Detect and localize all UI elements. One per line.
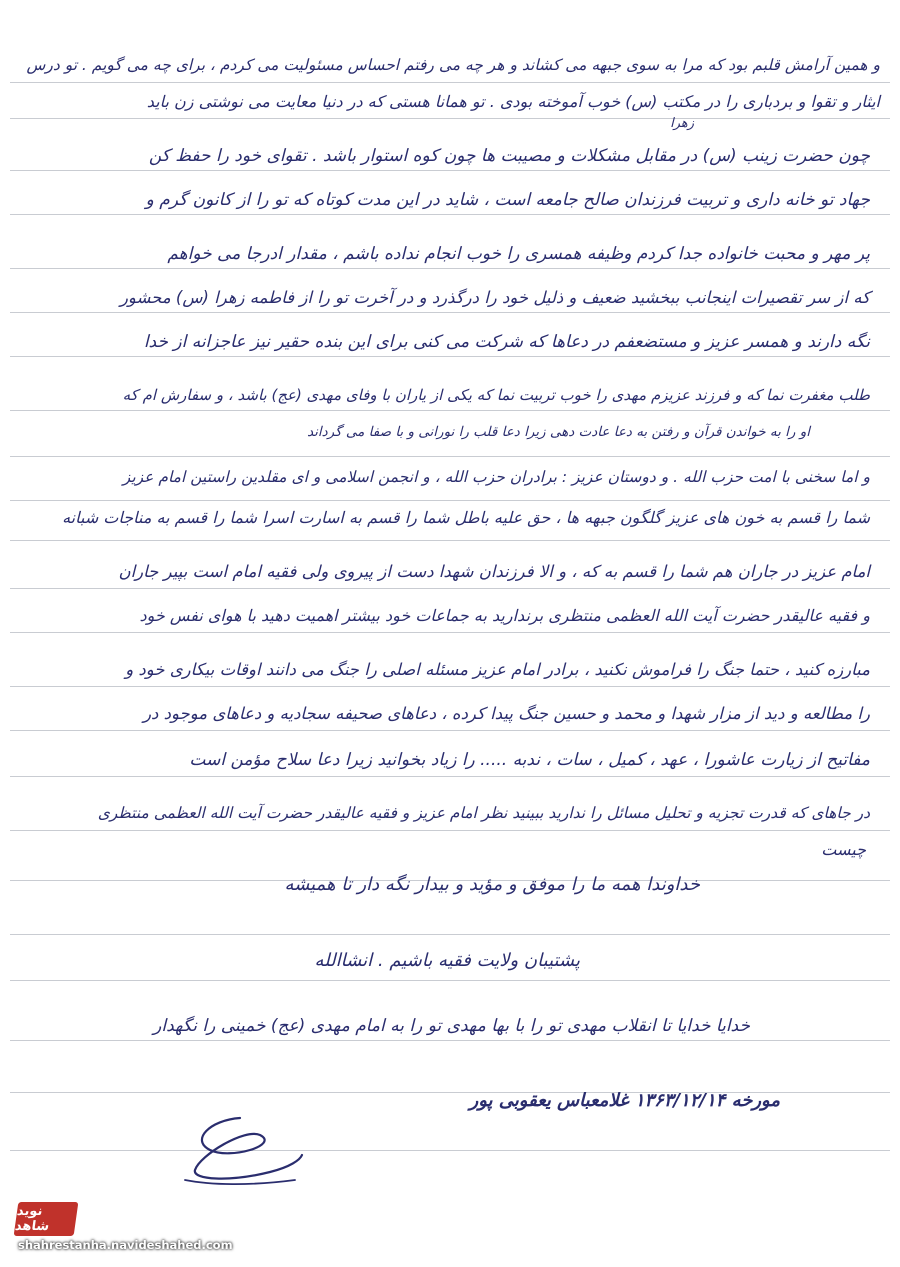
ruled-line <box>10 500 890 501</box>
letter-line-18: چیست <box>821 840 866 859</box>
ruled-line <box>10 410 890 411</box>
ruled-line <box>10 540 890 541</box>
ruled-line <box>10 686 890 687</box>
letter-line-6: که از سر تقصیرات اینجانب ببخشید ضعیف و ذلیل خود را درگذرد و در آخرت تو را از فاطمه زهرا (س) محشور <box>119 288 870 307</box>
ruled-line <box>10 632 890 633</box>
letter-line-5: پر مهر و محبت خانواده جدا کردم وظیفه همسری را خوب انجام نداده باشم ، مقدار ادرجا می خواهم <box>167 244 870 264</box>
ruled-line <box>10 588 890 589</box>
ruled-line <box>10 1040 890 1041</box>
letter-line-10: و اما سخنی با امت حزب الله . و دوستان عزیز : برادران حزب الله ، و انجمن اسلامی و ای مقلدین راستین امام عزیز <box>122 468 870 486</box>
ruled-line <box>10 312 890 313</box>
ruled-line <box>10 830 890 831</box>
watermark-logo: نوید شاهد <box>14 1202 79 1236</box>
ruled-line <box>10 456 890 457</box>
final-prayer: خدایا خدایا تا انقلاب مهدی تو را با بها مهدی تو را به امام مهدی (عج) خمینی را نگهدار <box>153 1016 750 1036</box>
letter-insert-word: زهرا <box>670 116 694 131</box>
letter-line-7: نگه دارند و همسر عزیز و مستضعفم در دعاها که شرکت می کنی برای این بنده حقیر نیز عاجزانه از خدا <box>143 332 870 352</box>
letter-line-9: او را به خواندن قرآن و رفتن به دعا عادت دهی زیرا دعا قلب را نورانی و با صفا می گرداند <box>307 424 810 440</box>
ruled-line <box>10 356 890 357</box>
signature-scribble <box>170 1110 310 1190</box>
letter-line-8: طلب مغفرت نما که و فرزند عزیزم مهدی را خوب تربیت نما که یکی از یاران با وفای مهدی (عج) باشد ، و سفارش ام که <box>122 386 870 404</box>
ruled-line <box>10 730 890 731</box>
ruled-line <box>10 268 890 269</box>
closing-prayer: خداوندا همه ما را موفق و مؤید و بیدار نگه دار تا همیشه <box>284 874 700 895</box>
ruled-line <box>10 934 890 935</box>
letter-line-17: در جاهای که قدرت تجزیه و تحلیل مسائل را ندارید ببینید نظر امام عزیز و فقیه عالیقدر حضرت آیت الله العظمی منتظری <box>97 804 870 822</box>
letter-line-14: مبارزه کنید ، حتما جنگ را فراموش نکنید ، برادر امام عزیز مسئله اصلی را جنگ می دانند اوقات بیکاری خود و <box>125 660 870 679</box>
letter-line-15: را مطالعه و دید از مزار شهدا و محمد و حسین جنگ پیدا کرده ، دعاهای صحیفه سجادیه و دعاهای موجود در <box>143 704 870 723</box>
ruled-line <box>10 82 890 83</box>
letter-line-1: و همین آرامش قلبم بود که مرا به سوی جبهه می کشاند و هر چه می رفتم احساس مسئولیت می کردم ، برای چه می گویم . تو درس <box>26 56 880 74</box>
ruled-line <box>10 170 890 171</box>
ruled-line <box>10 1150 890 1151</box>
letter-line-4: جهاد تو خانه داری و تربیت فرزندان صالح جامعه است ، شاید در این مدت کوتاه که تو را از کانون گرم و <box>145 190 870 210</box>
letter-line-16: مفاتیح از زیارت عاشورا ، عهد ، کمیل ، سات ، ندبه ..... را زیاد بخوانید زیرا دعا سلاح مؤمن است <box>189 750 870 770</box>
watermark-url: shahrestanha.navideshahed.com <box>18 1238 233 1252</box>
watermark <box>8 1200 278 1258</box>
closing-wish: پشتیبان ولایت فقیه باشیم . انشاالله <box>314 950 580 971</box>
letter-line-11: شما را قسم به خون های عزیز گلگون جبهه ها ، حق علیه باطل شما را قسم به اسارت اسرا شما را قسم به مناجات شبانه <box>62 508 870 527</box>
letter-line-13: و فقیه عالیقدر حضرت آیت الله العظمی منتظری برندارید به جماعات خود بیشتر اهمیت دهید با هوای نفس خود <box>139 606 870 625</box>
letter-line-3: چون حضرت زینب (س) در مقابل مشکلات و مصیبت ها چون کوه استوار باشد . تقوای خود را حفظ کن <box>148 146 870 166</box>
ruled-line <box>10 980 890 981</box>
letter-line-12: امام عزیز در جاران هم شما را قسم به که ، و الا فرزندان شهدا دست از پیروی ولی فقیه امام است بپیر جاران <box>118 562 870 581</box>
ruled-line <box>10 118 890 119</box>
ruled-line <box>10 214 890 215</box>
ruled-line <box>10 776 890 777</box>
letter-line-2: ایثار و تقوا و بردباری را در مکتب (س) خوب آموخته بودی . تو همانا هستی که در دنیا معایت می نوشتی زن باید <box>146 92 880 111</box>
signature-line: مورخه ۱۳۶۳/۱۲/۱۴ غلامعباس یعقوبی پور <box>469 1090 780 1111</box>
